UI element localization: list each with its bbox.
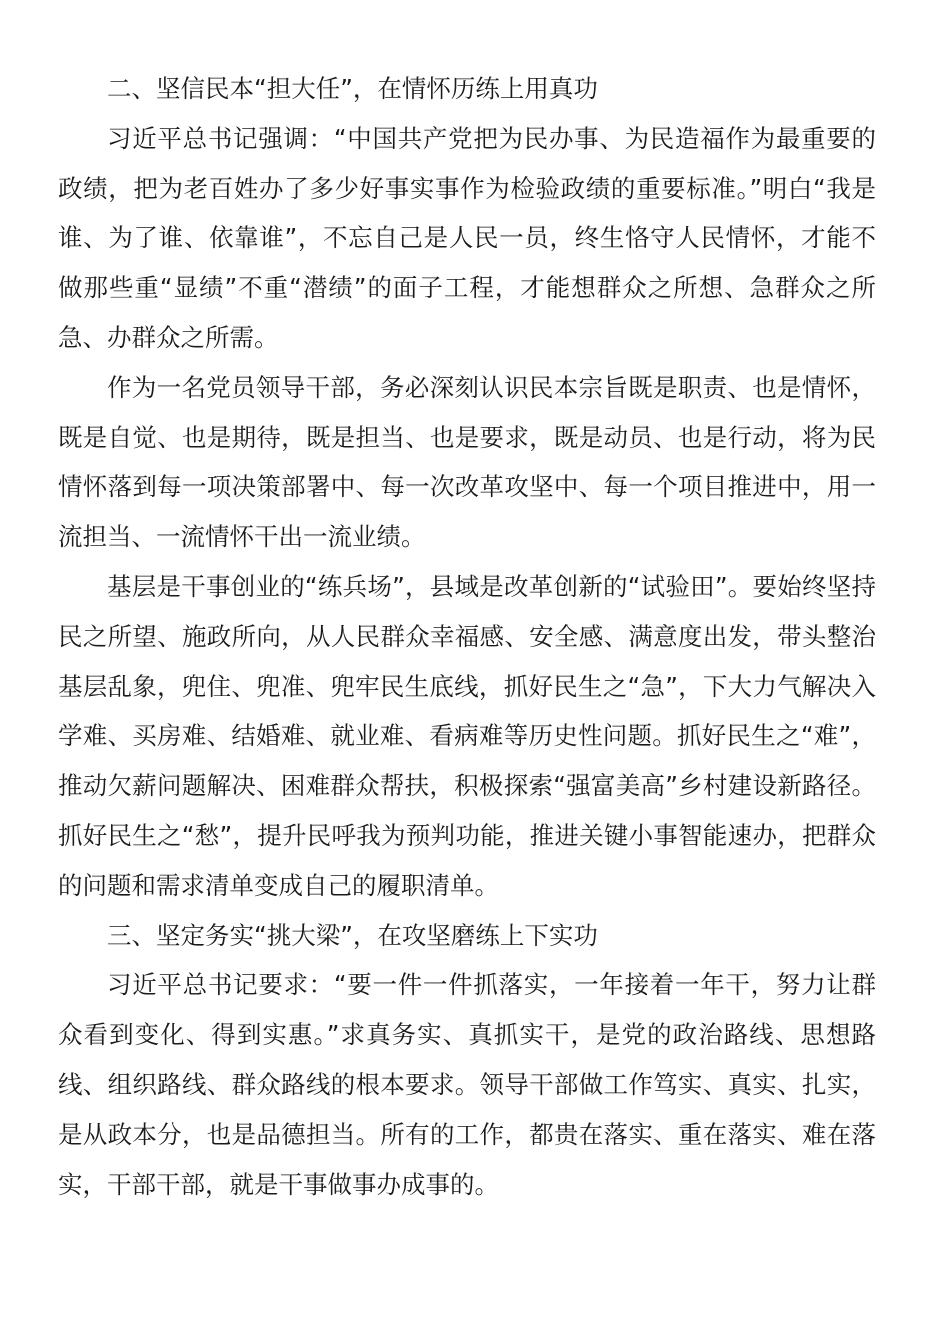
paragraph: 习近平总书记要求：“要一件一件抓落实，一年接着一年干，努力让群众看到变化、得到实惠。”求真务实、真抓实干，是党的政治路线、思想路线、组织路线、群众路线的根本要求。领导干部做工作笃实、真实、扎实，是从政本分，也是品德担当。所有的工作，都贵在落实、重在落实、难在落实，干部干部，就是干事做事办成事的。	[58, 970, 876, 1199]
paragraph: 作为一名党员领导干部，务必深刻认识民本宗旨既是职责、也是情怀，既是自觉、也是期待，既是担当、也是要求，既是动员、也是行动，将为民情怀落到每一项决策部署中、每一次改革攻坚中、每一个项目推进中，用一流担当、一流情怀干出一流业绩。	[58, 372, 876, 552]
paragraph: 习近平总书记强调：“中国共产党把为民办事、为民造福作为最重要的政绩，把为老百姓办了多少好事实事作为检验政绩的重要标准。”明白“我是谁、为了谁、依靠谁”，不忘自己是人民一员，终生恪守人民情怀，才能不做那些重“显绩”不重“潜绩”的面子工程，才能想群众之所想、急群众之所急、办群众之所需。	[58, 123, 876, 352]
paragraph: 基层是干事创业的“练兵场”，县域是改革创新的“试验田”。要始终坚持民之所望、施政所向，从人民群众幸福感、安全感、满意度出发，带头整治基层乱象，兜住、兜准、兜牢民生底线，抓好民生之“急”，下大力气解决入学难、买房难、结婚难、就业难、看病难等历史性问题。抓好民生之“难”，推动欠薪问题解决、困难群众帮扶，积极探索“强富美高”乡村建设新路径。抓好民生之“愁”，提升民呼我为预判功能，推进关键小事智能速办，把群众的问题和需求清单变成自己的履职清单。	[58, 571, 876, 900]
section-heading-two: 二、坚信民本“担大任”，在情怀历练上用真功	[107, 74, 598, 103]
document-body	[58, 64, 876, 1209]
section-heading-three: 三、坚定务实“挑大梁”，在攻坚磨练上下实功	[107, 920, 598, 950]
